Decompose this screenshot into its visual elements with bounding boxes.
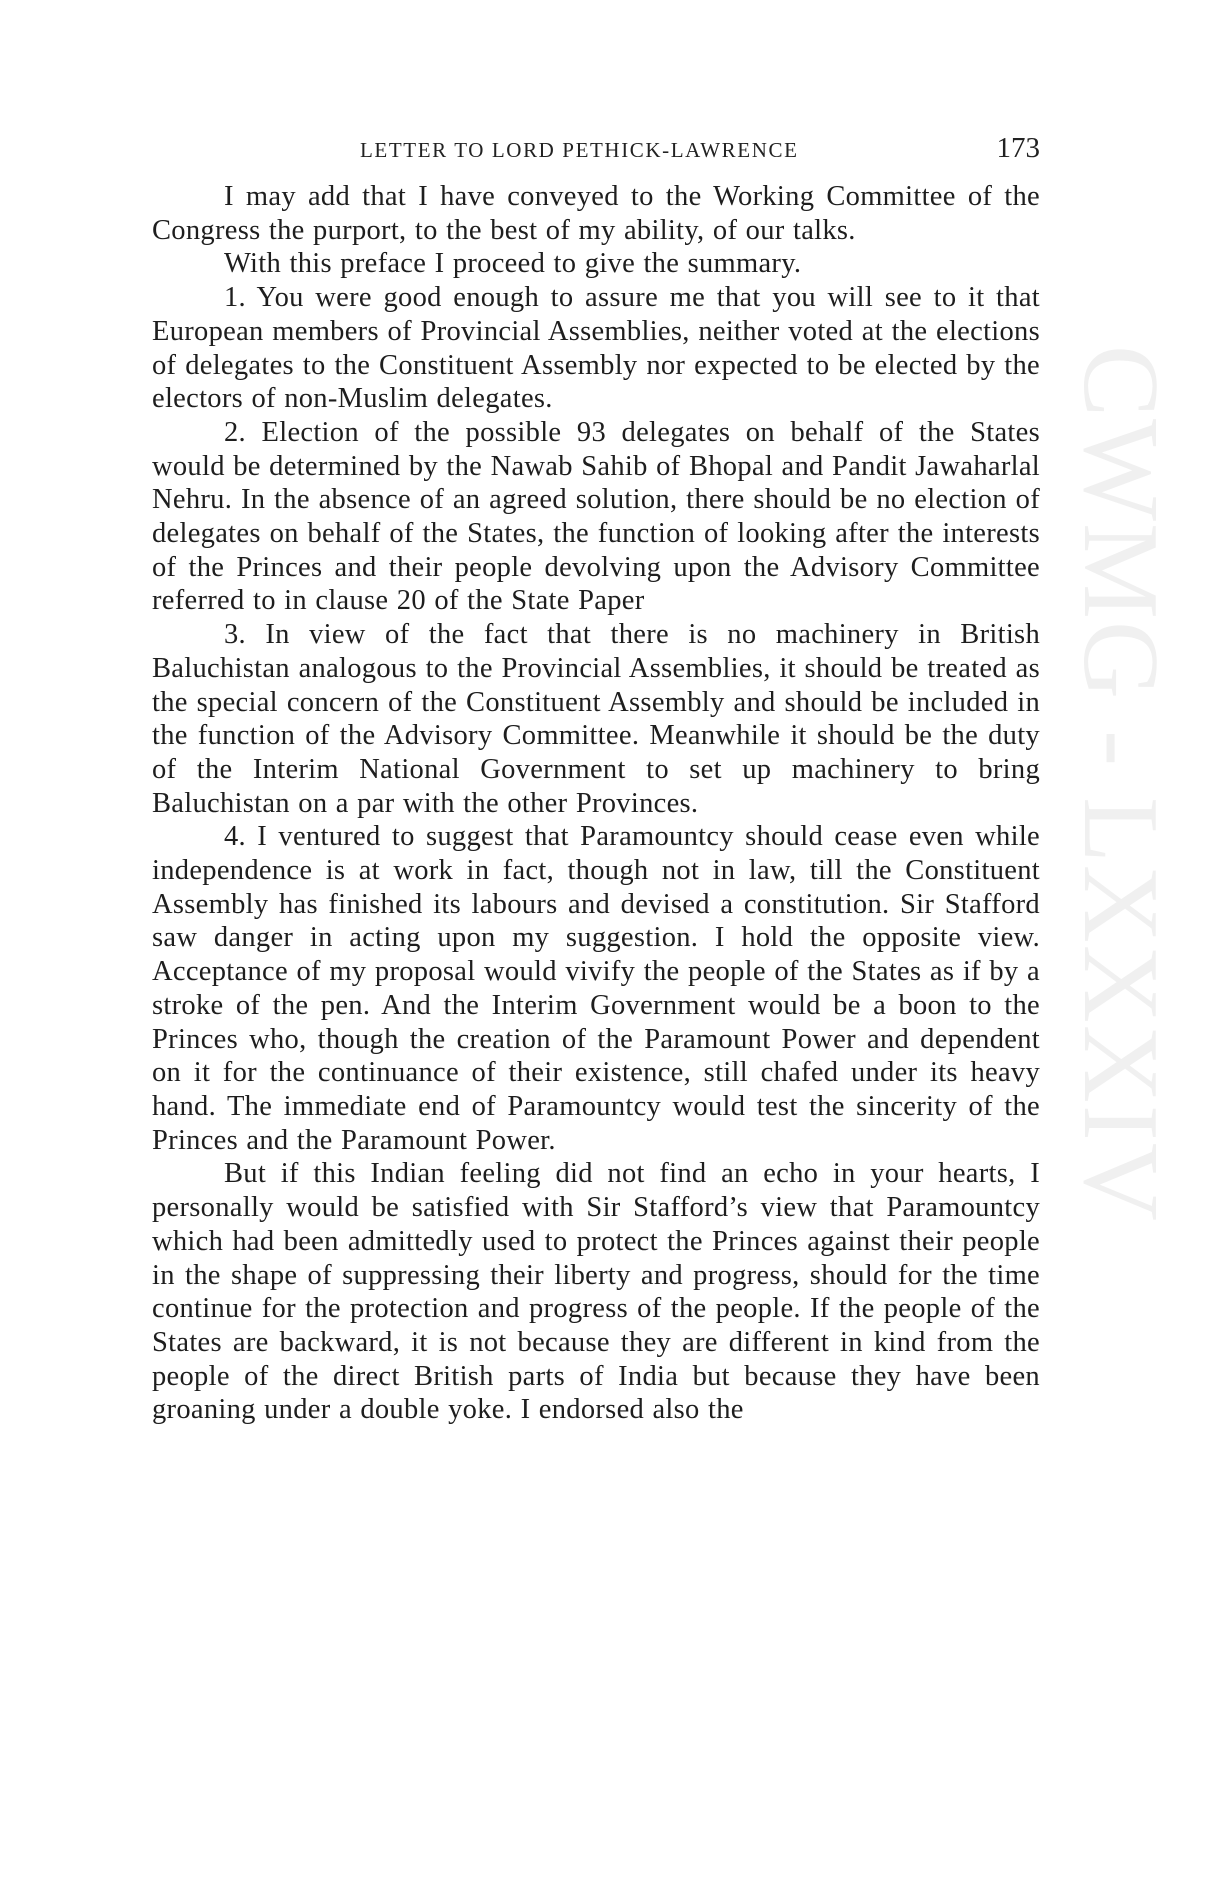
running-title: LETTER TO LORD PETHICK-LAWRENCE bbox=[360, 138, 799, 162]
watermark: CWMG - LXXXIV bbox=[1061, 345, 1180, 1223]
paragraph: 2. Election of the possible 93 delegates on behalf of the States would be determined by the Nawab Sahib of Bhopal and Pandit Jawaharlal Nehru. In the absence of an agreed solution, there should be no election of delegates on behalf of the States, the function of looking after the interests of the Princes and their people devolving upon the Advisory Committee referred to in clause 20 of the State Paper bbox=[152, 416, 1040, 617]
paragraph: 4. I ventured to suggest that Paramountcy should cease even while independence is at work in fact, though not in law, till the Constituent Assembly has finished its labours and devised a constitution. Sir Stafford saw danger in acting upon my suggestion. I hold the opposite view. Acceptance of my proposal would vivify the people of the States as if by a stroke of the pen. And the Interim Government would be a boon to the Princes who, though the creation of the Paramount Power and dependent on it for the continuance of their existence, still chafed under its heavy hand. The immediate end of Paramountcy would test the sincerity of the Princes and the Paramount Power. bbox=[152, 821, 1040, 1156]
body-text bbox=[152, 180, 1040, 1427]
running-header bbox=[150, 132, 1040, 172]
paragraph: I may add that I have conveyed to the Working Committee of the Congress the purport, to the best of my ability, of our talks. bbox=[152, 181, 1040, 246]
paragraph: 1. You were good enough to assure me that you will see to it that European members of Provincial Assemblies, neither voted at the elections of delegates to the Constituent Assembly nor expected to be elected by the electors of non-Muslim delegates. bbox=[152, 282, 1040, 415]
paragraph: But if this Indian feeling did not find an echo in your hearts, I personally would be satisfied with Sir Stafford’s view that Paramountcy which had been admittedly used to protect the Princes against their people in the shape of suppressing their liberty and progress, should for the time continue for the protection and progress of the people. If the people of the States are backward, it is not because they are different in kind from the people of the direct British parts of India but because they have been groaning under a double yoke. I endorsed also the bbox=[152, 1158, 1040, 1426]
paragraph: With this preface I proceed to give the summary. bbox=[224, 248, 802, 280]
paragraph: 3. In view of the fact that there is no machinery in British Baluchistan analogous to the Provincial Assemblies, it should be treated as the special concern of the Constituent Assembly and should be included in the function of the Advisory Committee. Meanwhile it should be the duty of the Interim National Government to set up machinery to bring Baluchistan on a par with the other Provinces. bbox=[152, 619, 1040, 819]
page-number: 173 bbox=[996, 132, 1040, 164]
